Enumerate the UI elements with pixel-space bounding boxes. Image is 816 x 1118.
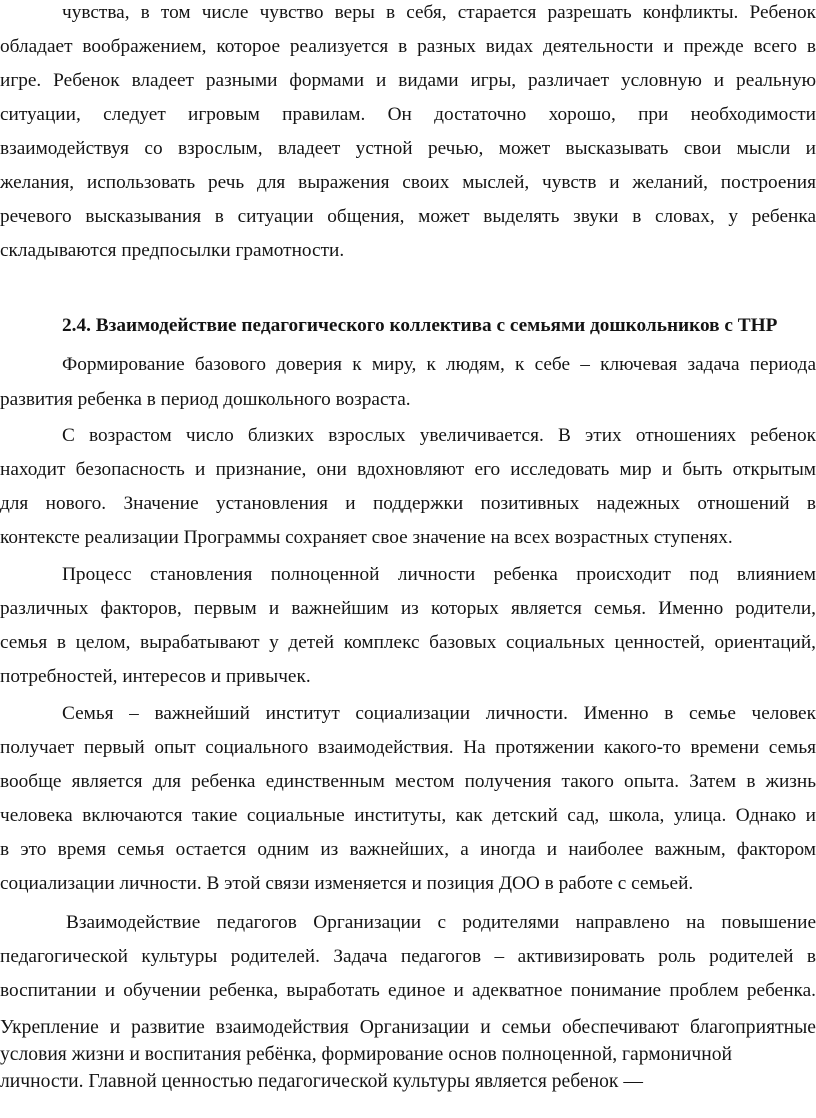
text-line: личности. Главной ценностью педагогической культуры является ребенок — <box>0 1071 643 1092</box>
text-line: педагогической культуры родителей. Задача педагогов – активизировать роль родителей в <box>0 946 816 967</box>
text-line: получает первый опыт социального взаимодействия. На протяжении какого-то времени семья <box>0 737 816 758</box>
text-line: желания, использовать речь для выражения своих мыслей, чувств и желаний, построения <box>0 172 816 193</box>
text-line: взаимодействуя со взрослым, владеет устной речью, может высказывать свои мысли и <box>0 138 816 159</box>
text-line: потребностей, интересов и привычек. <box>0 666 311 687</box>
text-line: речевого высказывания в ситуации общения, может выделять звуки в словах, у ребенка <box>0 206 816 227</box>
text-line: Формирование базового доверия к миру, к людям, к себе – ключевая задача периода <box>62 354 816 375</box>
text-line: обладает воображением, которое реализуется в разных видах деятельности и прежде всего в <box>0 36 816 57</box>
text-line: складываются предпосылки грамотности. <box>0 240 345 261</box>
text-line: семья в целом, вырабатывают у детей комплекс базовых социальных ценностей, ориентаций, <box>0 632 816 653</box>
text-line: Укрепление и развитие взаимодействия Организации и семьи обеспечивают благоприятные <box>0 1017 816 1038</box>
text-line: вообще является для ребенка единственным местом получения такого опыта. Затем в жизнь <box>0 771 816 792</box>
text-line: ситуации, следует игровым правилам. Он достаточно хорошо, при необходимости <box>0 104 816 125</box>
text-line: Процесс становления полноценной личности ребенка происходит под влиянием <box>62 564 816 585</box>
text-line: различных факторов, первым и важнейшим из которых является семья. Именно родители, <box>0 598 816 619</box>
text-line: С возрастом число близких взрослых увеличивается. В этих отношениях ребенок <box>62 425 816 446</box>
text-line: в это время семья остается одним из важнейших, а иногда и наиболее важным, фактором <box>0 839 816 860</box>
text-line: Семья – важнейший институт социализации личности. Именно в семье человек <box>62 703 816 724</box>
text-line: контексте реализации Программы сохраняет свое значение на всех возрастных ступенях. <box>0 527 733 548</box>
text-line: человека включаются такие социальные институты, как детский сад, школа, улица. Однако и <box>0 805 816 826</box>
text-line: воспитании и обучении ребенка, выработать единое и адекватное понимание проблем ребенка. <box>0 980 816 1001</box>
text-line: развития ребенка в период дошкольного возраста. <box>0 389 411 410</box>
text-line: для нового. Значение установления и поддержки позитивных надежных отношений в <box>0 493 816 514</box>
text-line: находит безопасность и признание, они вдохновляют его исследовать мир и быть открытым <box>0 459 816 480</box>
text-line: условия жизни и воспитания ребёнка, формирование основ полноценной, гармоничной <box>0 1044 733 1065</box>
text-line: Взаимодействие педагогов Организации с родителями направлено на повышение <box>66 912 816 933</box>
text-line: социализации личности. В этой связи изменяется и позиция ДОО в работе с семьей. <box>0 873 694 894</box>
text-line: чувства, в том числе чувство веры в себя, старается разрешать конфликты. Ребенок <box>62 2 816 23</box>
section-heading: 2.4. Взаимодействие педагогического коллектива с семьями дошкольников с ТНР <box>62 315 778 336</box>
text-line: игре. Ребенок владеет разными формами и видами игры, различает условную и реальную <box>0 70 816 91</box>
